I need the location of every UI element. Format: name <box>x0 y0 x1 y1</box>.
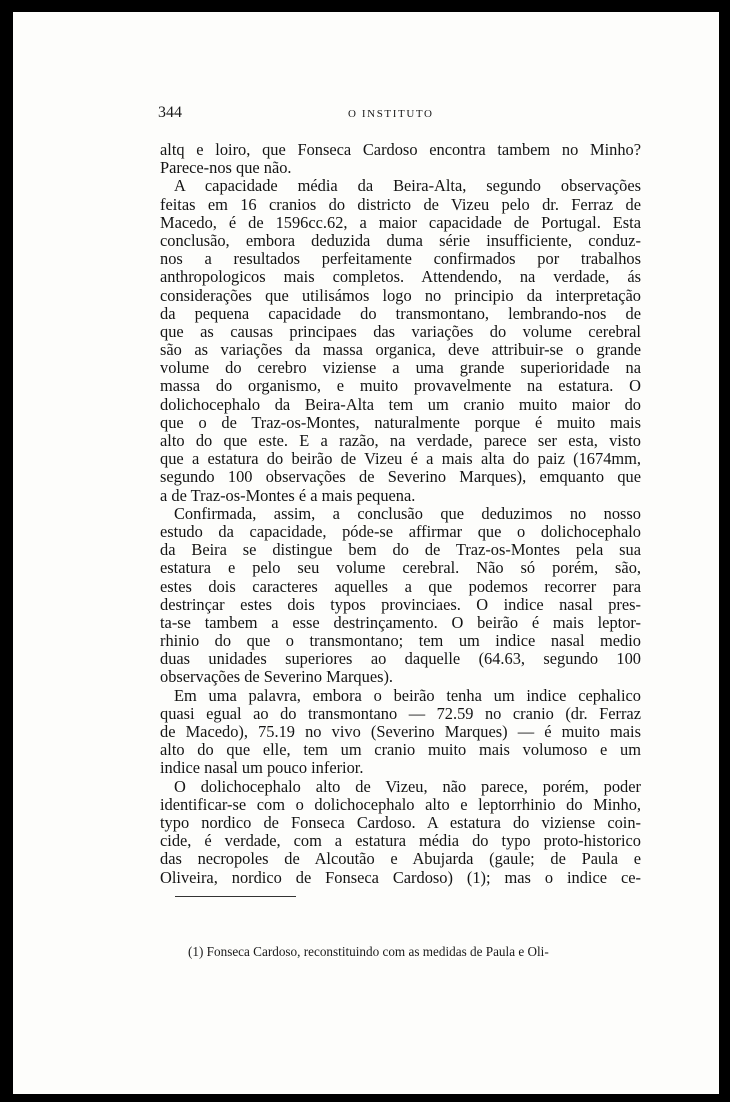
text-line: que o de Traz-os-Montes, naturalmente porque é muito mais <box>160 412 641 432</box>
text-line: indice nasal um pouco inferior. <box>160 758 364 778</box>
text-line: que as causas principaes das variações do volume cerebral <box>160 321 641 341</box>
text-line: de Macedo), 75.19 no vivo (Severino Marques) — é muito mais <box>160 722 641 741</box>
running-title: O INSTITUTO <box>348 108 434 120</box>
text-line: a de Traz-os-Montes é a mais pequena. <box>160 485 416 505</box>
text-line: altq e loiro, que Fonseca Cardoso encontra tambem no Minho? <box>160 140 641 159</box>
text-line: Parece-nos que não. <box>160 158 292 178</box>
paragraph-start-line: A capacidade média da Beira-Alta, segundo observações <box>174 176 641 196</box>
text-line: massa do organismo, e muito provavelmente na estatura. O <box>160 376 641 396</box>
text-line: rhinio do que o transmontano; tem um indice nasal medio <box>160 631 641 651</box>
paragraph-start-line: Em uma palavra, embora o beirão tenha um indice cephalico <box>174 685 641 705</box>
text-line: dolichocephalo da Beira-Alta tem um cranio muito maior do <box>160 394 641 414</box>
paragraph-start-line: O dolichocephalo alto de Vizeu, não parece, porém, poder <box>174 776 641 796</box>
page-number: 344 <box>158 104 182 121</box>
text-line: da pequena capacidade do transmontano, lembrando-nos de <box>160 303 641 323</box>
text-line: segundo 100 observações de Severino Marques), emquanto que <box>160 467 641 487</box>
text-line: alto do que elle, tem um cranio muito mais volumoso e um <box>160 740 641 760</box>
text-line: ta-se tambem a esse destrinçamento. O beirão é mais leptor- <box>160 612 641 632</box>
footnote: (1) Fonseca Cardoso, reconstituindo com as medidas de Paula e Oli- <box>188 944 549 959</box>
text-line: observações de Severino Marques). <box>160 667 394 687</box>
text-line: Oliveira, nordico de Fonseca Cardoso) (1); mas o indice ce- <box>160 867 641 887</box>
book-page <box>13 12 719 1094</box>
text-line: são as variações da massa organica, deve attribuir-se o grande <box>160 340 641 360</box>
text-line: cide, é verdade, com a estatura média do typo proto-historico <box>160 831 641 851</box>
text-line: volume do cerebro viziense a uma grande superioridade na <box>160 358 641 378</box>
text-line: identificar-se com o dolichocephalo alto e leptorrhinio do Minho, <box>160 794 641 814</box>
text-line: estes dois caracteres aquelles a que podemos recorrer para <box>160 576 641 596</box>
text-line: anthropologicos mais completos. Attendendo, na verdade, ás <box>160 267 641 287</box>
text-line: estudo da capacidade, póde-se affirmar que o dolichocephalo <box>160 521 641 541</box>
text-line: Macedo, é de 1596cc.62, a maior capacidade de Portugal. Esta <box>160 212 641 232</box>
text-line: estatura e pelo seu volume cerebral. Não só porém, são, <box>160 558 641 578</box>
text-line: conclusão, embora deduzida duma série insufficiente, conduz- <box>160 230 641 250</box>
text-line: duas unidades superiores ao daquelle (64.63, segundo 100 <box>160 649 641 669</box>
text-line: typo nordico de Fonseca Cardoso. A estatura do viziense coin- <box>160 812 641 832</box>
text-line: feitas em 16 cranios do districto de Vizeu pelo dr. Ferraz de <box>160 194 641 214</box>
text-line: das necropoles de Alcoutão e Abujarda (gaule; de Paula e <box>160 849 641 869</box>
text-line: destrinçar estes dois typos provinciaes. O indice nasal pres- <box>160 594 641 614</box>
text-line: da Beira se distingue bem do de Traz-os-Montes pela sua <box>160 540 641 560</box>
text-line: considerações que utilisámos logo no principio da interpretação <box>160 285 641 305</box>
text-line: nos a resultados perfeitamente confirmados por trabalhos <box>160 249 641 269</box>
page-header <box>158 104 644 126</box>
footnote-rule <box>175 896 296 897</box>
paragraph-start-line: Confirmada, assim, a conclusão que deduzimos no nosso <box>174 503 641 523</box>
text-line: que a estatura do beirão de Vizeu é a mais alta do paiz (1674mm, <box>160 449 641 469</box>
text-line: quasi egual ao do transmontano — 72.59 no cranio (dr. Ferraz <box>160 703 641 723</box>
text-line: alto do que este. E a razão, na verdade, parece ser esta, visto <box>160 431 641 450</box>
body-text <box>160 141 641 887</box>
